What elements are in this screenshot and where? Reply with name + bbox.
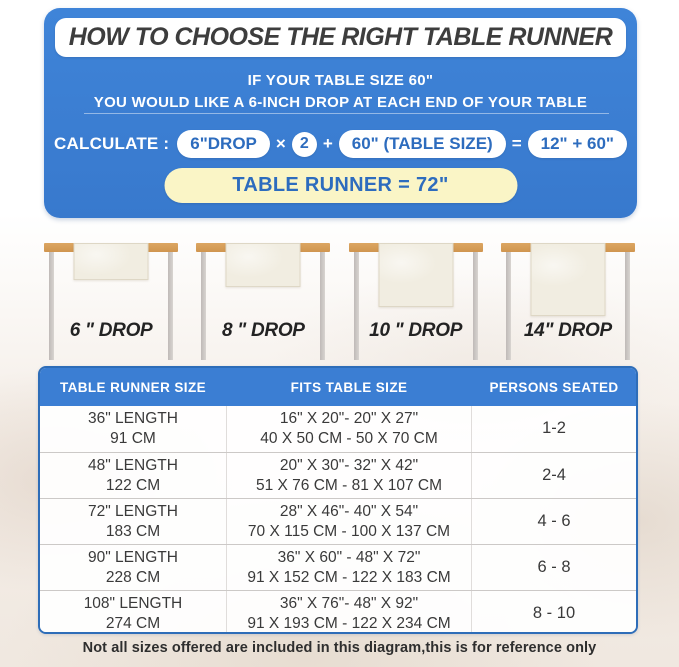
table-leg-left bbox=[506, 252, 511, 360]
drop-label: 8 " DROP bbox=[222, 320, 305, 341]
runner-size-cell: 72" LENGTH 183 CM bbox=[88, 502, 178, 540]
plus-operator: + bbox=[322, 134, 333, 153]
drop-figure-10 bbox=[340, 228, 492, 366]
table-row bbox=[40, 452, 636, 498]
formula-row bbox=[44, 125, 637, 163]
reference-footnote: Not all sizes offered are included in this diagram,this is for reference only bbox=[82, 640, 597, 656]
persons-seated-cell: 6 - 8 bbox=[537, 557, 571, 576]
table-illustration bbox=[196, 243, 330, 363]
table-leg-right bbox=[625, 252, 630, 360]
fits-table-cell: 20" X 30"- 32" X 42" 51 X 76 CM - 81 X 107 CM bbox=[226, 453, 472, 498]
drop-diagram bbox=[35, 228, 644, 366]
runner-size-cell: 36" LENGTH 91 CM bbox=[88, 410, 178, 447]
times-operator: × bbox=[275, 134, 286, 153]
fits-table-cell: 36" X 76"- 48" X 92" 91 X 193 CM - 122 X 234 CM bbox=[226, 591, 472, 634]
drop-figure-14 bbox=[492, 228, 644, 366]
runner-size-cell: 108" LENGTH 274 CM bbox=[83, 594, 183, 632]
column-header-runner-size: TABLE RUNNER SIZE bbox=[59, 379, 206, 395]
table-runner-shape bbox=[378, 243, 453, 307]
table-header-row bbox=[40, 368, 636, 406]
table-leg-left bbox=[49, 252, 54, 360]
fits-table-cell: 36" X 60" - 48" X 72" 91 X 152 CM - 122 X 183 CM bbox=[226, 545, 472, 590]
table-leg-left bbox=[354, 252, 359, 360]
table-leg-right bbox=[473, 252, 478, 360]
multiplier-badge: 2 bbox=[292, 132, 317, 157]
table-runner-shape bbox=[530, 243, 605, 316]
persons-seated-cell: 4 - 6 bbox=[537, 511, 571, 530]
sum-pill: 12" + 60" bbox=[528, 130, 627, 158]
subtitle-line2: YOU WOULD LIKE A 6-INCH DROP AT EACH END OF YOUR TABLE bbox=[93, 94, 588, 111]
table-leg-left bbox=[201, 252, 206, 360]
table-runner-shape bbox=[74, 243, 149, 280]
column-header-persons: PERSONS SEATED bbox=[489, 379, 619, 395]
drop-figure-8 bbox=[187, 228, 339, 366]
table-row bbox=[40, 498, 636, 544]
fits-table-cell: 16" X 20"- 20" X 27" 40 X 50 CM - 50 X 70 CM bbox=[226, 406, 472, 452]
table-leg-right bbox=[320, 252, 325, 360]
drop-pill: 6"DROP bbox=[177, 130, 270, 158]
persons-seated-cell: 8 - 10 bbox=[532, 603, 576, 622]
table-illustration bbox=[44, 243, 178, 363]
page-title: HOW TO CHOOSE THE RIGHT TABLE RUNNER bbox=[68, 23, 613, 51]
table-row bbox=[40, 406, 636, 452]
table-illustration bbox=[501, 243, 635, 363]
table-row bbox=[40, 544, 636, 590]
drop-label: 14" DROP bbox=[523, 320, 612, 341]
runner-size-cell: 90" LENGTH 228 CM bbox=[88, 548, 178, 586]
runner-result-pill: TABLE RUNNER = 72" bbox=[164, 168, 517, 203]
table-row bbox=[40, 590, 636, 634]
table-size-pill: 60" (TABLE SIZE) bbox=[339, 130, 506, 158]
equals-operator: = bbox=[511, 134, 522, 153]
fits-table-cell: 28" X 46"- 40" X 54" 70 X 115 CM - 100 X 137 CM bbox=[226, 499, 472, 544]
drop-label: 10 " DROP bbox=[369, 320, 463, 341]
table-runner-shape bbox=[226, 243, 301, 287]
persons-seated-cell: 1-2 bbox=[542, 419, 566, 438]
page-title-box bbox=[55, 18, 626, 57]
size-reference-table bbox=[38, 366, 638, 634]
column-header-fits-table: FITS TABLE SIZE bbox=[290, 379, 408, 395]
drop-figure-6 bbox=[35, 228, 187, 366]
formula-label: CALCULATE : bbox=[54, 134, 170, 153]
info-panel bbox=[44, 8, 637, 218]
runner-size-cell: 48" LENGTH 122 CM bbox=[88, 456, 178, 494]
table-leg-right bbox=[168, 252, 173, 360]
drop-label: 6 " DROP bbox=[69, 320, 153, 341]
panel-divider bbox=[84, 113, 609, 114]
subtitle-line1: IF YOUR TABLE SIZE 60" bbox=[247, 72, 434, 89]
persons-seated-cell: 2-4 bbox=[542, 465, 566, 484]
table-illustration bbox=[349, 243, 483, 363]
